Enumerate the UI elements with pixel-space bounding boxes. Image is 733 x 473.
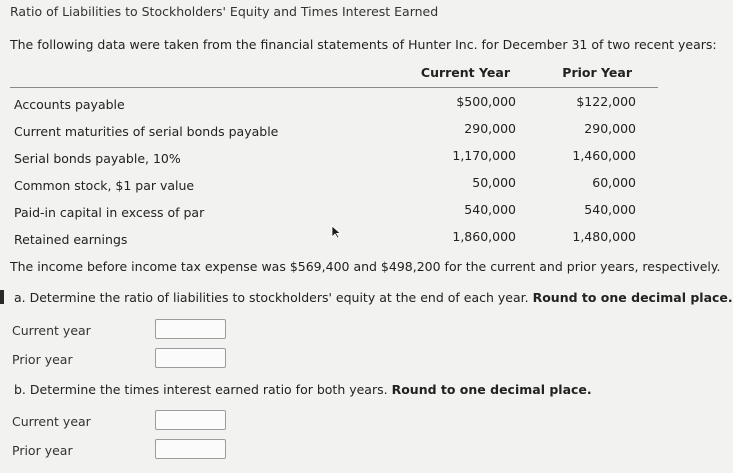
part-b-question <box>14 382 592 397</box>
row-label-common-stock: Common stock, $1 par value <box>14 178 195 193</box>
part-b-prior-input[interactable] <box>155 439 226 459</box>
row-prior-serial-bonds: 1,460,000 <box>572 148 636 163</box>
question-marker <box>0 290 4 304</box>
part-a-question <box>14 290 733 305</box>
row-current-paid-in-capital: 540,000 <box>464 202 516 217</box>
row-label-current-maturities: Current maturities of serial bonds payable <box>14 124 279 139</box>
part-a-prior-input[interactable] <box>155 348 226 368</box>
mouse-pointer-icon <box>331 225 343 239</box>
part-a-current-input[interactable] <box>155 319 226 339</box>
part-a-current-label: Current year <box>12 323 91 338</box>
part-a-text: a. Determine the ratio of liabilities to stockholders' equity at the end of each year. <box>14 290 529 305</box>
page-title: Ratio of Liabilities to Stockholders' Equity and Times Interest Earned <box>10 4 439 19</box>
part-b-current-label: Current year <box>12 414 91 429</box>
row-label-accounts-payable: Accounts payable <box>14 97 125 112</box>
header-current-year: Current Year <box>420 65 510 80</box>
row-current-current-maturities: 290,000 <box>464 121 516 136</box>
part-a-prior-label: Prior year <box>12 352 73 367</box>
income-note: The income before income tax expense was $569,400 and $498,200 for the current and prior years, respectively. <box>10 259 721 274</box>
row-prior-common-stock: 60,000 <box>592 175 636 190</box>
part-b-prior-label: Prior year <box>12 443 73 458</box>
row-prior-accounts-payable: $122,000 <box>576 94 636 109</box>
header-divider <box>10 87 658 88</box>
header-prior-year: Prior Year <box>562 65 632 80</box>
row-current-serial-bonds: 1,170,000 <box>452 148 516 163</box>
row-label-serial-bonds: Serial bonds payable, 10% <box>14 151 181 166</box>
part-b-emphasis: Round to one decimal place. <box>391 382 592 397</box>
row-label-paid-in-capital: Paid-in capital in excess of par <box>14 205 205 220</box>
row-prior-paid-in-capital: 540,000 <box>584 202 636 217</box>
row-current-common-stock: 50,000 <box>472 175 516 190</box>
row-current-retained-earnings: 1,860,000 <box>452 229 516 244</box>
row-current-accounts-payable: $500,000 <box>456 94 516 109</box>
part-b-current-input[interactable] <box>155 410 226 430</box>
row-label-retained-earnings: Retained earnings <box>14 232 128 247</box>
part-b-text: b. Determine the times interest earned ratio for both years. <box>14 382 388 397</box>
part-a-emphasis: Round to one decimal place. <box>532 290 733 305</box>
row-prior-current-maturities: 290,000 <box>584 121 636 136</box>
row-prior-retained-earnings: 1,480,000 <box>572 229 636 244</box>
intro-text: The following data were taken from the financial statements of Hunter Inc. for December 31 of two recent years: <box>10 37 717 52</box>
